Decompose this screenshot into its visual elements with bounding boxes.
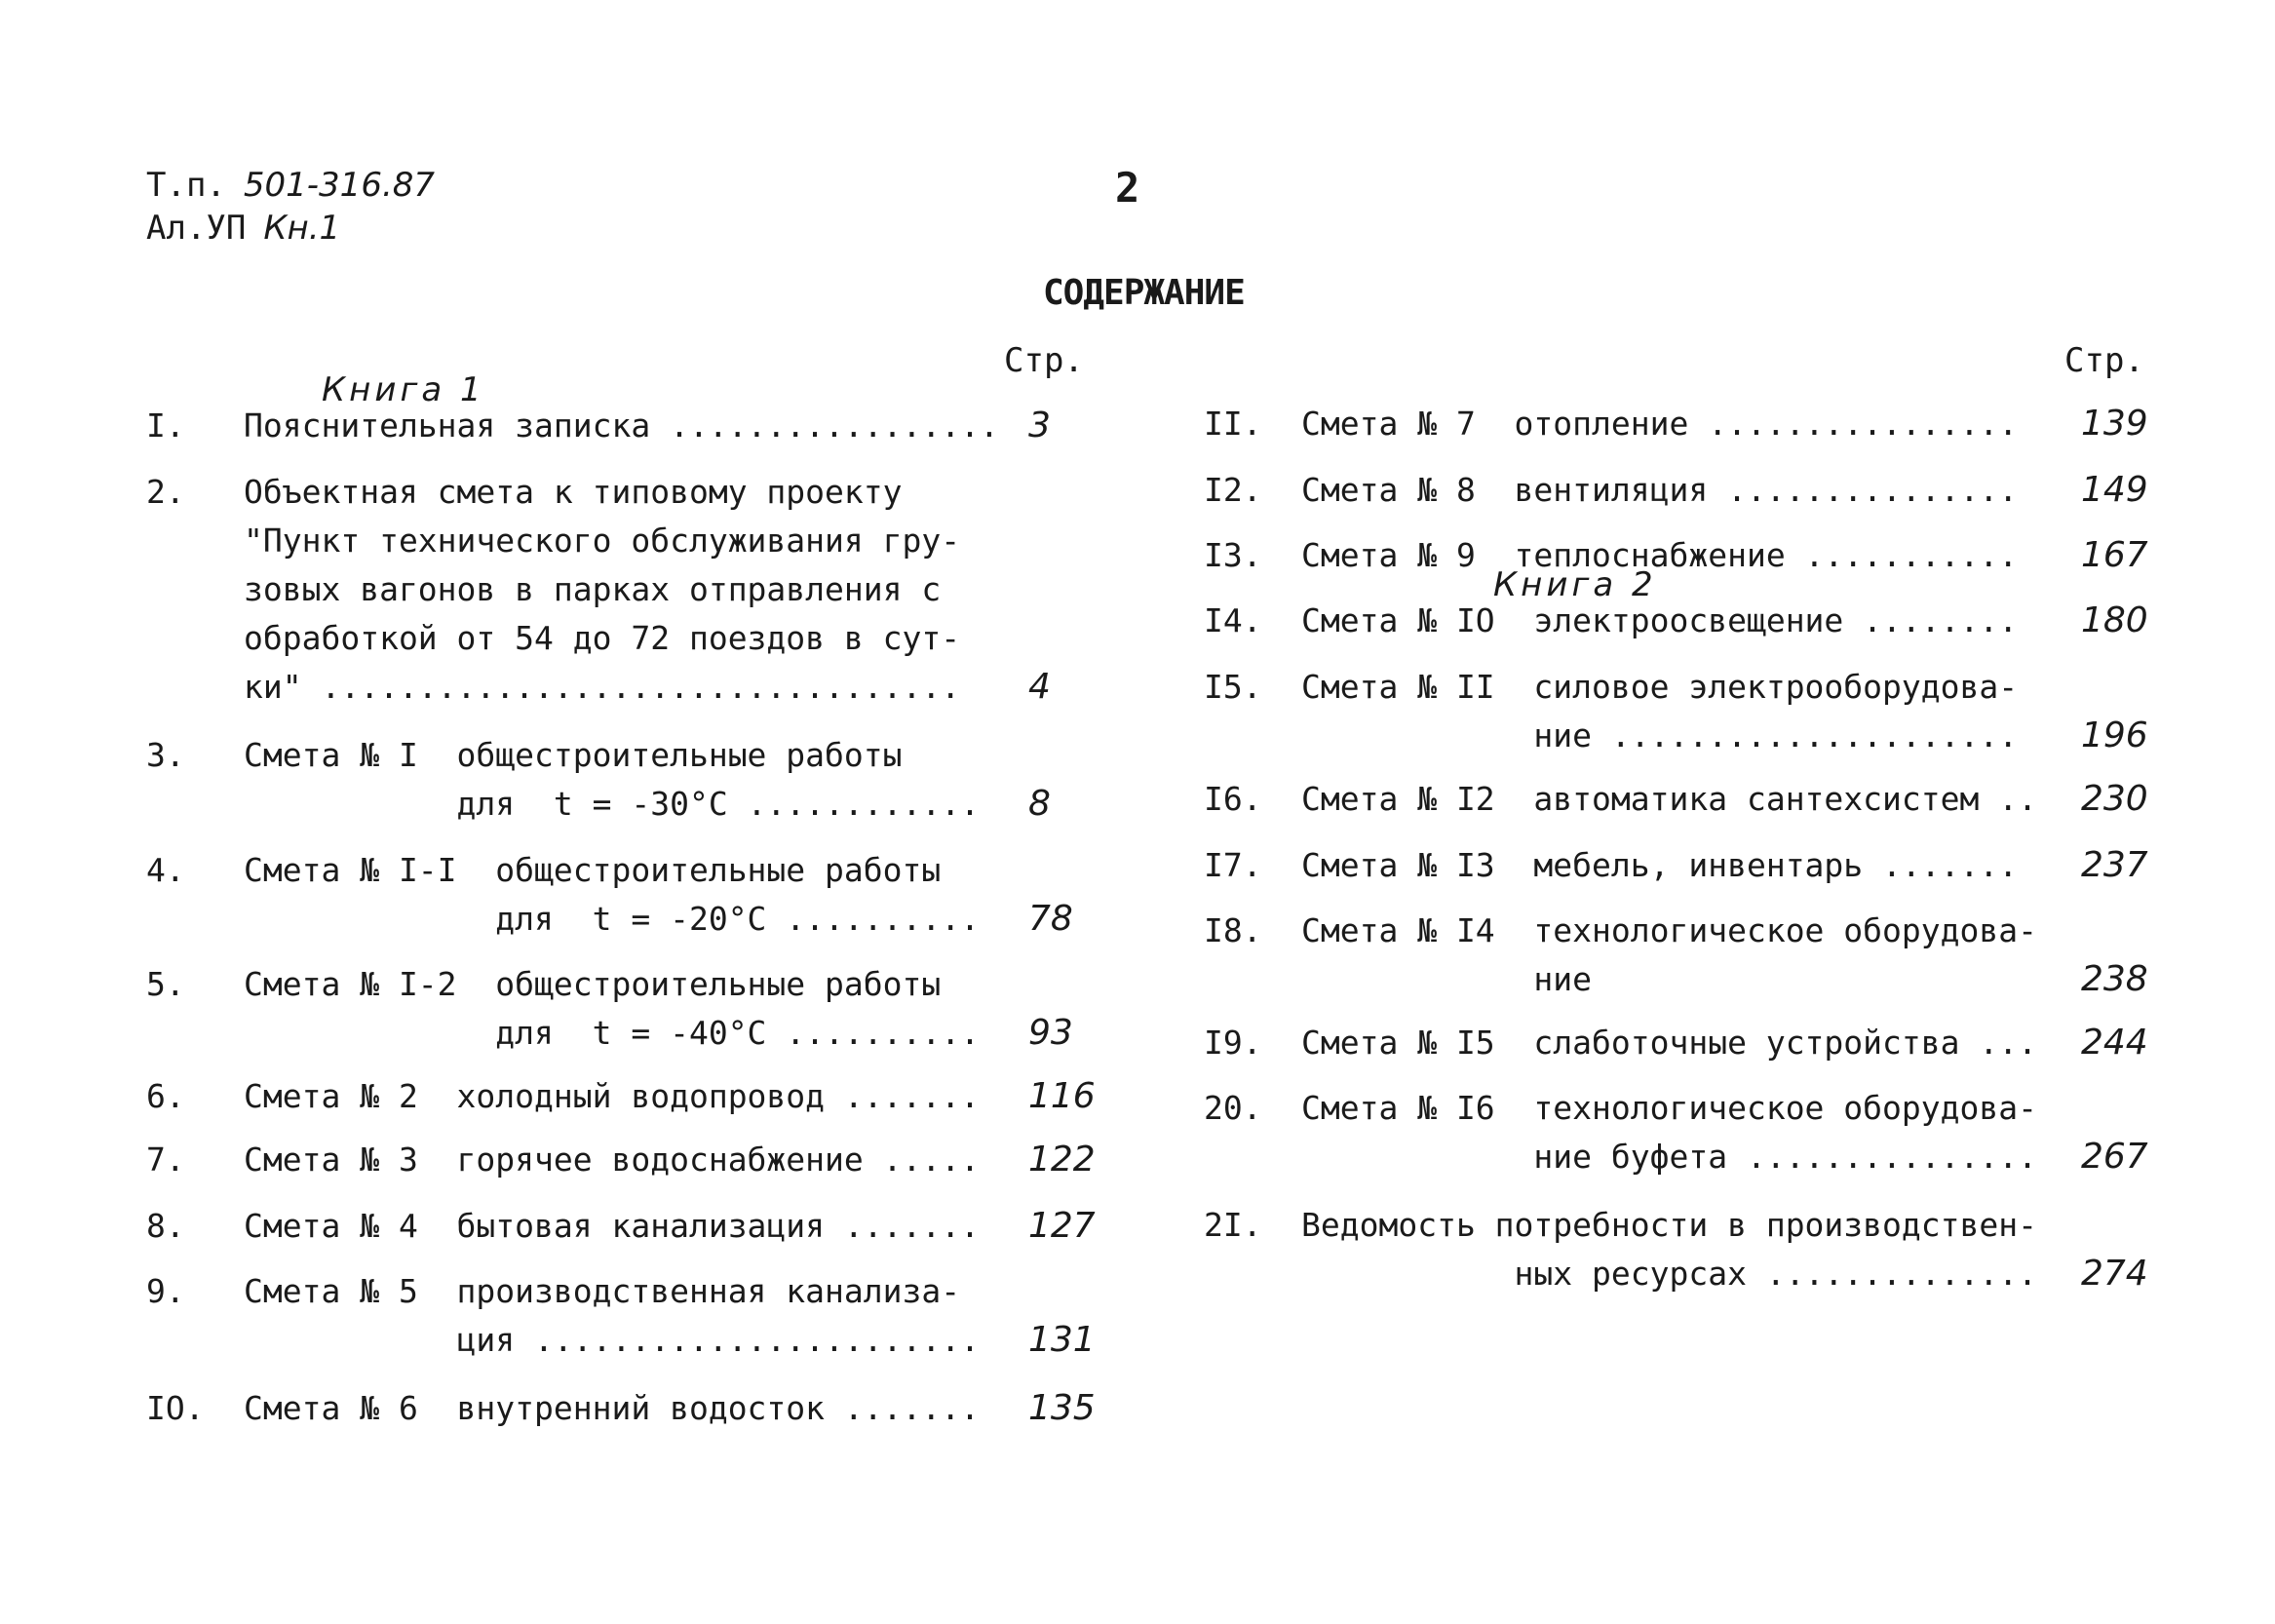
toc-entry-text-line: для t = -30°C ............ <box>244 785 980 823</box>
toc-entry-page: 131 <box>1028 1320 1096 1360</box>
toc-entry-text-line: Смета № 4 бытовая канализация ....... <box>244 1207 980 1245</box>
toc-entry-number: IO. <box>146 1389 205 1427</box>
toc-entry-page: 127 <box>1028 1206 1096 1246</box>
book-handwritten: Кн.1 <box>263 209 341 248</box>
toc-entry-text-line: Смета № I-2 общестроительные работы <box>244 965 942 1003</box>
toc-entry-page: 230 <box>2081 779 2148 819</box>
toc-entry-text-line: ние ..................... <box>1301 716 2019 754</box>
toc-entry-text-line: Смета № IO электроосвещение ........ <box>1301 601 2019 639</box>
toc-entry-number: I5. <box>1204 668 1262 706</box>
toc-entry-number: I2. <box>1204 471 1262 509</box>
toc-entry-page: 237 <box>2081 845 2148 885</box>
toc-entry-text-line: Смета № 2 холодный водопровод ....... <box>244 1077 980 1115</box>
toc-entry-text-line: ция ....................... <box>244 1321 980 1359</box>
toc-entry-text-line: ки" ................................. <box>244 668 961 706</box>
toc-entry-text-line: Пояснительная записка ................. <box>244 406 999 445</box>
header-line-1 <box>146 164 435 207</box>
toc-entry-page: 8 <box>1028 784 1051 824</box>
toc-entry-text-line: Объектная смета к типовому проекту <box>244 473 903 511</box>
toc-entry-text-line: обработкой от 54 до 72 поездов в сут- <box>244 619 961 657</box>
toc-entry-text-line: Смета № 7 отопление ................ <box>1301 405 2019 443</box>
toc-entry-number: 9. <box>146 1272 185 1310</box>
toc-entry-number: I7. <box>1204 846 1262 884</box>
toc-entry-text-line: Смета № I общестроительные работы <box>244 736 903 774</box>
toc-entry-page: 139 <box>2081 404 2148 444</box>
toc-entry-text-line: Смета № II силовое электрооборудова- <box>1301 668 2019 706</box>
toc-entry-text-line: ных ресурсах .............. <box>1301 1255 2037 1293</box>
toc-entry-text-line: Ведомость потребности в производствен- <box>1301 1206 2037 1244</box>
toc-entry-number: 4. <box>146 851 185 889</box>
toc-entry-page: 180 <box>2081 600 2148 640</box>
toc-entry-text-line: Смета № I4 технологическое оборудова- <box>1301 911 2037 949</box>
page-number: 2 <box>1115 164 1140 212</box>
toc-entry-number: 3. <box>146 736 185 774</box>
book-2-label: Книга 2 <box>1493 565 1657 604</box>
toc-entry-page: 149 <box>2081 470 2148 510</box>
toc-entry-page: 93 <box>1028 1013 1073 1053</box>
toc-entry-number: 20. <box>1204 1089 1262 1127</box>
toc-entry-page: 274 <box>2081 1254 2148 1294</box>
toc-entry-text-line: Смета № 3 горячее водоснабжение ..... <box>244 1141 980 1179</box>
toc-entry-text-line: Смета № I-I общестроительные работы <box>244 851 942 889</box>
toc-entry-page: 135 <box>1028 1388 1096 1428</box>
book-1-label: Книга 1 <box>322 370 485 409</box>
toc-entry-text-line: Смета № 5 производственная канализа- <box>244 1272 961 1310</box>
right-column-page-header: Стр. <box>2064 341 2144 380</box>
toc-entry-number: I3. <box>1204 536 1262 574</box>
toc-entry-number: 5. <box>146 965 185 1003</box>
toc-entry-text-line: Смета № 6 внутренний водосток ....... <box>244 1389 980 1427</box>
toc-entry-text-line: ние <box>1301 960 1593 998</box>
document-header <box>146 164 435 250</box>
project-code-label: Т.п. <box>146 166 226 205</box>
toc-entry-number: 2I. <box>1204 1206 1262 1244</box>
toc-entry-number: II. <box>1204 405 1262 443</box>
toc-entry-page: 244 <box>2081 1023 2148 1063</box>
toc-entry-text-line: Смета № 8 вентиляция ............... <box>1301 471 2019 509</box>
toc-entry-page: 167 <box>2081 535 2148 575</box>
toc-entry-number: I6. <box>1204 780 1262 818</box>
toc-entry-page: 3 <box>1028 406 1051 445</box>
toc-entry-text-line: Смета № I2 автоматика сантехсистем .. <box>1301 780 2037 818</box>
toc-entry-text-line: для t = -40°C .......... <box>244 1014 980 1052</box>
toc-entry-page: 238 <box>2081 959 2148 999</box>
toc-entry-number: I4. <box>1204 601 1262 639</box>
toc-entry-text-line: "Пункт технического обслуживания гру- <box>244 522 961 560</box>
project-code-handwritten: 501-316.87 <box>243 166 436 205</box>
toc-entry-number: 8. <box>146 1207 185 1245</box>
toc-entry-page: 267 <box>2081 1137 2148 1177</box>
toc-entry-page: 196 <box>2081 715 2148 755</box>
toc-entry-text-line: Смета № I3 мебель, инвентарь ....... <box>1301 846 2019 884</box>
toc-entry-page: 4 <box>1028 667 1051 707</box>
toc-entry-number: 2. <box>146 473 185 511</box>
toc-entry-page: 78 <box>1028 899 1073 939</box>
toc-entry-number: I8. <box>1204 911 1262 949</box>
toc-entry-page: 122 <box>1028 1140 1096 1179</box>
toc-entry-text-line: Смета № 9 теплоснабжение ........... <box>1301 536 2019 574</box>
toc-entry-text-line: Смета № I5 слаботочные устройства ... <box>1301 1024 2037 1062</box>
header-line-2 <box>146 207 435 250</box>
toc-entry-number: I. <box>146 406 185 445</box>
album-label: Ал.УП <box>146 209 247 248</box>
toc-entry-number: 7. <box>146 1141 185 1179</box>
toc-entry-text-line: Смета № I6 технологическое оборудова- <box>1301 1089 2037 1127</box>
toc-entry-number: I9. <box>1204 1024 1262 1062</box>
left-column-page-header: Стр. <box>1004 341 1084 380</box>
toc-title: СОДЕРЖАНИЕ <box>1043 273 1245 313</box>
toc-entry-text-line: зовых вагонов в парках отправления с <box>244 570 942 608</box>
toc-entry-text-line: для t = -20°C .......... <box>244 900 980 938</box>
toc-entry-page: 116 <box>1028 1076 1096 1116</box>
toc-entry-number: 6. <box>146 1077 185 1115</box>
toc-entry-text-line: ние буфета ............... <box>1301 1138 2037 1176</box>
